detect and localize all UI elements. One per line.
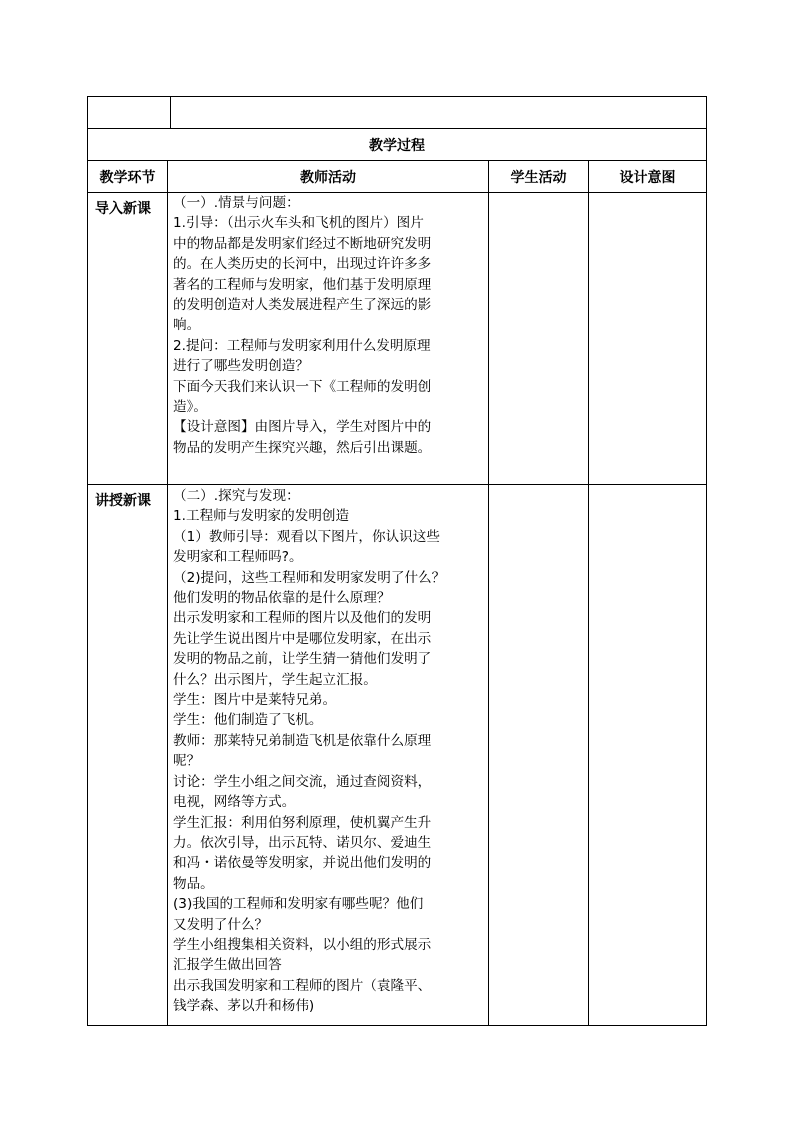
text-line: （一）.情景与问题： <box>173 195 300 211</box>
grid-line <box>488 160 489 1026</box>
grid-line <box>170 96 171 128</box>
text-line: 又发明了什么？ <box>173 916 269 933</box>
grid-line <box>87 96 707 97</box>
text-line: 物品。 <box>173 875 214 892</box>
text-line: 什么？出示图片，学生起立汇报。 <box>173 671 377 688</box>
teacher-activity-text <box>173 193 485 458</box>
grid-line <box>87 1025 707 1026</box>
text-line: 1.引导：（出示火车头和飞机的图片）图片 <box>173 215 424 232</box>
text-line: 2.提问：工程师与发明家利用什么发明原理 <box>173 337 431 354</box>
header-design-intent: 设计意图 <box>619 169 676 186</box>
text-line: 【设计意图】由图片导入，学生对图片中的 <box>173 419 432 436</box>
text-line: 钱学森、茅以升和杨伟) <box>173 998 315 1015</box>
text-line: 学生汇报：利用伯努利原理，使机翼产生升 <box>173 814 432 831</box>
text-line: 先让学生说出图片中是哪位发明家，在出示 <box>173 630 432 647</box>
text-line: (3)我国的工程师和发明家有哪些呢？他们 <box>173 896 424 913</box>
text-line: 力。依次引导，出示瓦特、诺贝尔、爱迪生 <box>173 834 432 851</box>
text-line: （2)提问，这些工程师和发明家发明了什么？ <box>173 569 446 586</box>
text-line: 造》。 <box>173 399 207 416</box>
table-title: 教学过程 <box>369 137 425 154</box>
header-teacher-activity: 教师活动 <box>300 169 356 186</box>
text-line: 学生：图片中是莱特兄弟。 <box>173 692 337 709</box>
text-line: 的发明创造对人类发展进程产生了深远的影 <box>173 297 432 314</box>
text-line: 学生：他们制造了飞机。 <box>173 712 323 729</box>
text-line: 教师：那莱特兄弟制造飞机是依靠什么原理 <box>173 732 432 749</box>
header-student-activity: 学生活动 <box>510 169 567 186</box>
header-stage: 教学环节 <box>99 169 156 186</box>
text-line: 的。在人类历史的长河中，出现过许许多多 <box>173 256 432 273</box>
text-line: 出示发明家和工程师的图片以及他们的发明 <box>173 610 432 627</box>
text-line: 下面今天我们来认识一下《工程师的发明创 <box>173 378 432 395</box>
text-line: 中的物品都是发明家们经过不断地研究发明 <box>173 235 432 252</box>
text-line: （二）.探究与发现： <box>173 488 300 504</box>
text-line: 著名的工程师与发明家，他们基于发明原理 <box>173 276 432 293</box>
text-line: 发明的物品之前，让学生猜一猜他们发明了 <box>173 651 432 668</box>
text-line: 物品的发明产生探究兴趣，然后引出课题。 <box>173 439 432 456</box>
text-line: 讨论：学生小组之间交流，通过查阅资料， <box>173 773 432 790</box>
text-line: 呢？ <box>173 753 201 770</box>
teacher-activity-text <box>173 486 485 1017</box>
text-line: 学生小组搜集相关资料，以小组的形式展示 <box>173 936 432 953</box>
text-line: （1）教师引导：观看以下图片，你认识这些 <box>173 528 440 545</box>
text-line: 出示我国发明家和工程师的图片（袁隆平、 <box>173 977 432 994</box>
grid-line <box>87 96 88 1026</box>
text-line: 1.工程师与发明家的发明创造 <box>173 508 350 525</box>
grid-line <box>706 96 707 1026</box>
section-label: 导入新课 <box>95 201 151 217</box>
text-line: 电视，网络等方式。 <box>173 794 296 811</box>
text-line: 进行了哪些发明创造？ <box>173 358 309 375</box>
grid-line <box>588 160 589 1026</box>
grid-line <box>87 484 707 485</box>
section-label: 讲授新课 <box>95 493 151 509</box>
text-line: 发明家和工程师吗?。 <box>173 549 303 566</box>
text-line: 他们发明的物品依靠的是什么原理？ <box>173 590 391 607</box>
text-line: 和冯・诺依曼等发明家，并说出他们发明的 <box>173 855 432 872</box>
text-line: 响。 <box>173 317 201 334</box>
text-line: 汇报学生做出回答 <box>173 957 282 974</box>
grid-line <box>167 160 168 1026</box>
